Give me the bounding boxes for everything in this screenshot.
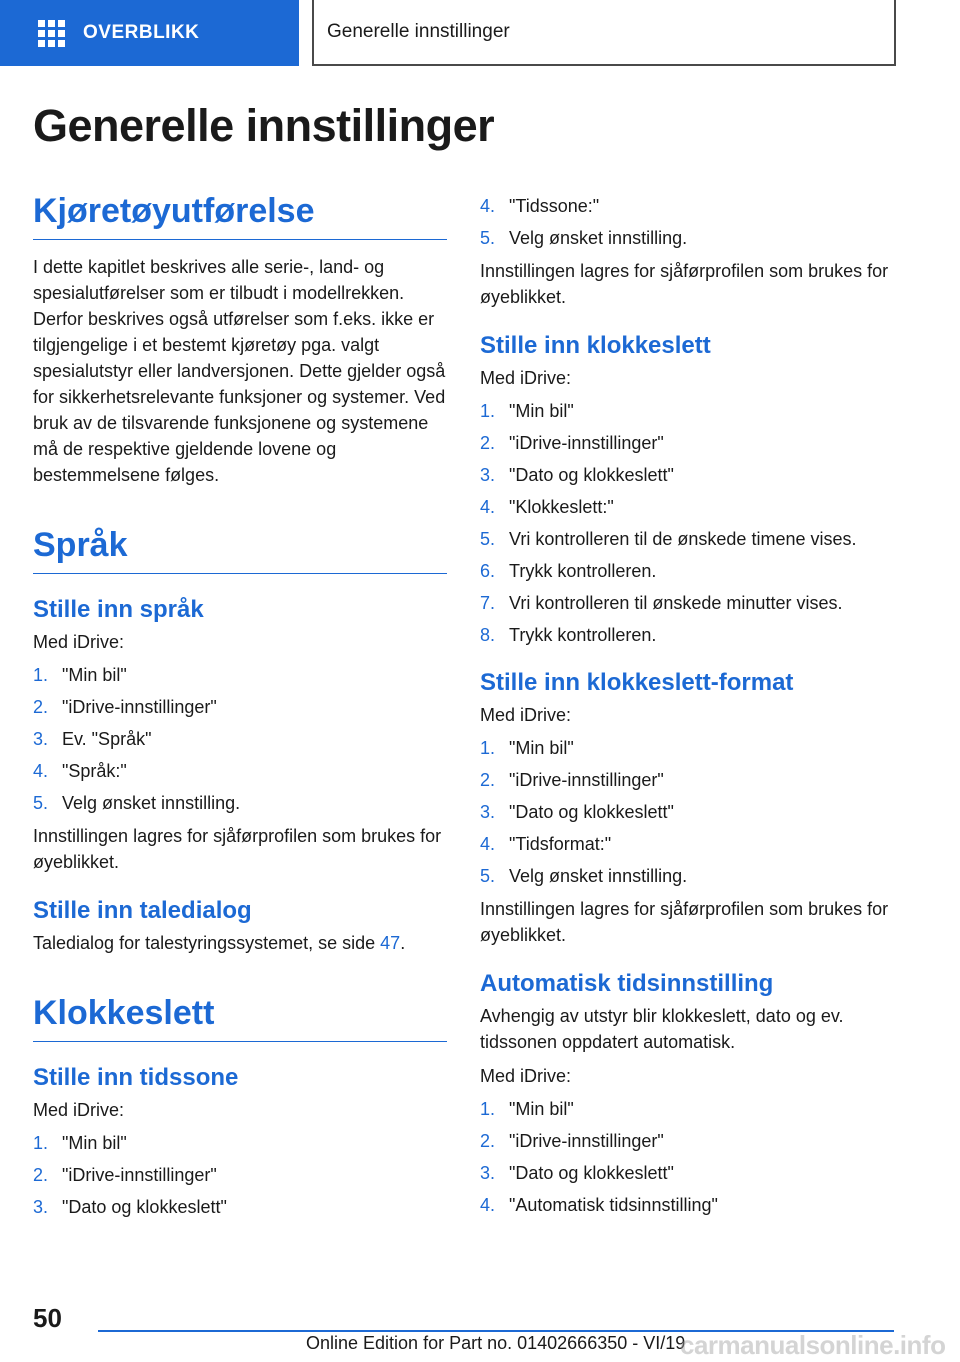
clock-format-intro: Med iDrive: bbox=[480, 705, 572, 725]
step-number: 5. bbox=[33, 793, 49, 813]
list-item bbox=[480, 800, 905, 824]
subheading-set-clock: Stille inn klokkeslett bbox=[480, 332, 711, 359]
list-item bbox=[480, 623, 905, 647]
step-number: 6. bbox=[480, 561, 496, 581]
step-number: 1. bbox=[33, 665, 49, 685]
list-item bbox=[480, 463, 905, 487]
list-item bbox=[480, 495, 905, 519]
timezone-note: Innstillingen lagres for sjåførprofilen som brukes for øyeblikket. bbox=[480, 261, 889, 307]
step-text: "iDrive-innstillinger" bbox=[509, 770, 664, 790]
current-section-tab[interactable] bbox=[312, 0, 896, 66]
clock-format-steps bbox=[480, 736, 905, 888]
step-number: 4. bbox=[480, 834, 496, 854]
step-number: 8. bbox=[480, 625, 496, 645]
step-text: "Dato og klokkeslett" bbox=[509, 1163, 674, 1183]
step-text: "Dato og klokkeslett" bbox=[509, 465, 674, 485]
step-text: "Språk:" bbox=[62, 761, 127, 781]
step-number: 3. bbox=[33, 1197, 49, 1217]
timezone-steps-part1 bbox=[33, 1131, 447, 1219]
clock-format-note: Innstillingen lagres for sjåførprofilen som brukes for øyeblikket. bbox=[480, 899, 889, 945]
step-number: 3. bbox=[480, 465, 496, 485]
step-number: 4. bbox=[480, 1195, 496, 1215]
list-item bbox=[480, 1129, 905, 1153]
step-text: "Min bil" bbox=[509, 1099, 574, 1119]
step-number: 7. bbox=[480, 593, 496, 613]
step-number: 1. bbox=[480, 401, 496, 421]
overview-tab[interactable] bbox=[0, 0, 299, 66]
watermark-logo: carmanualsonline.info bbox=[680, 1330, 946, 1360]
list-item bbox=[33, 759, 447, 783]
list-item bbox=[480, 1097, 905, 1121]
language-intro: Med iDrive: bbox=[33, 632, 125, 652]
footer-edition-text: Online Edition for Part no. 01402666350 - VI/19 bbox=[306, 1333, 686, 1353]
step-number: 2. bbox=[480, 1131, 496, 1151]
subheading-set-clock-format: Stille inn klokkeslett-format bbox=[480, 669, 794, 696]
step-text: "iDrive-innstillinger" bbox=[509, 433, 664, 453]
step-number: 5. bbox=[480, 228, 496, 248]
step-text: "Min bil" bbox=[62, 665, 127, 685]
list-item bbox=[480, 527, 905, 551]
step-text: Velg ønsket innstilling. bbox=[62, 793, 241, 813]
auto-time-paragraph: Avhengig av utstyr blir klokkeslett, dato og ev. tidssonen oppdatert automatisk. bbox=[480, 1006, 844, 1052]
step-number: 3. bbox=[480, 802, 496, 822]
step-number: 1. bbox=[480, 738, 496, 758]
step-number: 1. bbox=[33, 1133, 49, 1153]
step-text: "Dato og klokkeslett" bbox=[509, 802, 674, 822]
list-item bbox=[480, 194, 905, 218]
list-item bbox=[480, 591, 905, 615]
step-number: 4. bbox=[480, 497, 496, 517]
list-item bbox=[33, 791, 447, 815]
page-title: Generelle innstillinger bbox=[33, 100, 495, 151]
step-text: Trykk kontrolleren. bbox=[509, 561, 657, 581]
step-text: Trykk kontrolleren. bbox=[509, 625, 657, 645]
step-text: "Min bil" bbox=[509, 401, 574, 421]
step-text: "Klokkeslett:" bbox=[509, 497, 614, 517]
step-number: 5. bbox=[480, 866, 496, 886]
overview-tab-label: OVERBLIKK bbox=[83, 22, 200, 43]
step-text: Velg ønsket innstilling. bbox=[509, 228, 688, 248]
vehicle-version-paragraph: I dette kapitlet beskrives alle serie-, land- og spesialutførelser som er tilbudt i modellrekken. Derfor beskrives også utførelser som f.eks. ikke er tilgjengelige i et bestemt kjøretøy pga. valgt spesialutstyr eller landversjonen. Dette gjelder også for sikkerhetsrelevante funksjoner og systemer. Ved bruk av de tilsvarende funksjonene og systemene må de respektive gjeldende lovene og bestemmelsene følges. bbox=[33, 257, 446, 485]
page-reference-link[interactable]: 47 bbox=[380, 933, 401, 953]
clock-steps bbox=[480, 399, 905, 647]
step-number: 2. bbox=[33, 697, 49, 717]
timezone-steps-part2 bbox=[480, 194, 905, 250]
list-item bbox=[33, 695, 447, 719]
list-item bbox=[480, 864, 905, 888]
list-item bbox=[33, 1131, 447, 1155]
step-text: Ev. "Språk" bbox=[62, 729, 152, 749]
step-text: "Tidssone:" bbox=[509, 196, 600, 216]
subheading-set-timezone: Stille inn tidssone bbox=[33, 1064, 239, 1091]
step-text: Velg ønsket innstilling. bbox=[509, 866, 688, 886]
step-number: 1. bbox=[480, 1099, 496, 1119]
list-item bbox=[480, 559, 905, 583]
timezone-intro: Med iDrive: bbox=[33, 1100, 125, 1120]
list-item bbox=[480, 431, 905, 455]
step-text: "Min bil" bbox=[62, 1133, 127, 1153]
language-steps bbox=[33, 663, 447, 815]
step-number: 4. bbox=[33, 761, 49, 781]
auto-time-steps bbox=[480, 1097, 905, 1217]
subheading-auto-time: Automatisk tidsinnstilling bbox=[480, 970, 774, 997]
step-number: 3. bbox=[33, 729, 49, 749]
page-number: 50 bbox=[33, 1303, 62, 1333]
step-text: "Dato og klokkeslett" bbox=[62, 1197, 227, 1217]
list-item bbox=[480, 832, 905, 856]
section-heading-vehicle-version: Kjøretøyutførelse bbox=[33, 192, 447, 240]
step-number: 5. bbox=[480, 529, 496, 549]
step-text: Vri kontrolleren til de ønskede timene vises. bbox=[509, 529, 857, 549]
section-heading-time: Klokkeslett bbox=[33, 994, 447, 1042]
step-text: "Min bil" bbox=[509, 738, 574, 758]
list-item bbox=[480, 1193, 905, 1217]
step-text: "iDrive-innstillinger" bbox=[509, 1131, 664, 1151]
left-column bbox=[33, 192, 447, 1227]
voice-dialog-text-body: Taledialog for talestyringssystemet, se side bbox=[33, 933, 381, 953]
step-text: Vri kontrolleren til ønskede minutter vises. bbox=[509, 593, 843, 613]
list-item bbox=[480, 226, 905, 250]
subheading-set-language: Stille inn språk bbox=[33, 596, 204, 623]
step-number: 2. bbox=[33, 1165, 49, 1185]
clock-intro: Med iDrive: bbox=[480, 368, 572, 388]
step-number: 2. bbox=[480, 770, 496, 790]
step-text: "iDrive-innstillinger" bbox=[62, 1165, 217, 1185]
list-item bbox=[480, 768, 905, 792]
step-number: 3. bbox=[480, 1163, 496, 1183]
list-item bbox=[33, 663, 447, 687]
list-item bbox=[480, 1161, 905, 1185]
list-item bbox=[480, 399, 905, 423]
step-text: "iDrive-innstillinger" bbox=[62, 697, 217, 717]
page-header bbox=[0, 0, 960, 66]
right-column bbox=[480, 192, 905, 1225]
list-item bbox=[480, 736, 905, 760]
current-section-label: Generelle innstillinger bbox=[327, 21, 510, 42]
step-text: "Automatisk tidsinnstilling" bbox=[509, 1195, 718, 1215]
voice-dialog-text bbox=[33, 930, 447, 956]
section-heading-language: Språk bbox=[33, 526, 447, 574]
auto-time-intro: Med iDrive: bbox=[480, 1066, 572, 1086]
language-note: Innstillingen lagres for sjåførprofilen som brukes for øyeblikket. bbox=[33, 826, 442, 872]
list-item bbox=[33, 1163, 447, 1187]
step-number: 2. bbox=[480, 433, 496, 453]
step-number: 4. bbox=[480, 196, 496, 216]
subheading-voice-dialog: Stille inn taledialog bbox=[33, 897, 252, 924]
voice-dialog-text-end: . bbox=[400, 933, 406, 953]
step-text: "Tidsformat:" bbox=[509, 834, 612, 854]
list-item bbox=[33, 727, 447, 751]
grid-menu-icon bbox=[38, 20, 65, 47]
list-item bbox=[33, 1195, 447, 1219]
